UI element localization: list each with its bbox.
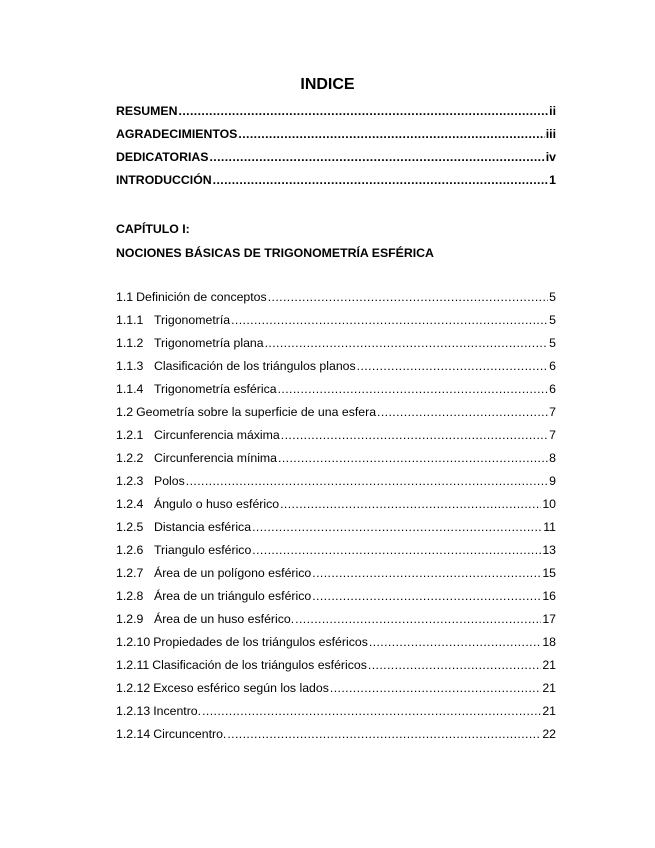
toc-entry-number: 1.1.3 bbox=[116, 359, 144, 373]
toc-entry[interactable] bbox=[116, 336, 556, 359]
toc-entry-label: Área de un triángulo esférico bbox=[154, 589, 312, 603]
toc-entry-number: 1.1.1 bbox=[116, 313, 144, 327]
toc-entry-label: Circuncentro. bbox=[153, 727, 227, 741]
dot-leader bbox=[278, 451, 548, 465]
toc-entry-page: 5 bbox=[549, 336, 556, 350]
toc-entry-page: 22 bbox=[542, 727, 556, 741]
toc-entry-number: 1.2.1 bbox=[116, 428, 144, 442]
dot-leader bbox=[369, 635, 541, 649]
toc-entry-page: 21 bbox=[542, 658, 556, 672]
toc-entry[interactable] bbox=[116, 150, 556, 173]
toc-entry-number: 1.2.4 bbox=[116, 497, 144, 511]
toc-entry[interactable] bbox=[116, 589, 556, 612]
dot-leader bbox=[265, 336, 549, 350]
toc-entry[interactable] bbox=[116, 497, 556, 520]
chapter-toc-list bbox=[116, 290, 556, 750]
toc-entry-label: Definición de conceptos bbox=[136, 290, 267, 304]
toc-entry-page: 1 bbox=[549, 173, 556, 187]
toc-entry-page: 18 bbox=[542, 635, 556, 649]
toc-entry[interactable] bbox=[116, 290, 556, 313]
toc-entry[interactable] bbox=[116, 727, 556, 750]
toc-entry-page: 6 bbox=[549, 359, 556, 373]
toc-entry-number: 1.2.11 bbox=[116, 658, 150, 672]
toc-entry[interactable] bbox=[116, 474, 556, 497]
toc-entry-number: 1.2.12 bbox=[116, 681, 151, 695]
toc-entry-number: 1.2.9 bbox=[116, 612, 144, 626]
toc-entry-page: 16 bbox=[542, 589, 556, 603]
toc-entry-page: 5 bbox=[549, 313, 556, 327]
toc-entry-label: Exceso esférico según los lados bbox=[153, 681, 329, 695]
dot-leader bbox=[278, 382, 549, 396]
toc-entry[interactable] bbox=[116, 612, 556, 635]
toc-entry[interactable] bbox=[116, 566, 556, 589]
toc-entry-page: 7 bbox=[549, 405, 556, 419]
toc-entry-page: 9 bbox=[549, 474, 556, 488]
chapter-label: CAPÍTULO I: bbox=[116, 222, 190, 236]
dot-leader bbox=[209, 150, 544, 164]
toc-entry-number: 1.2.14 bbox=[116, 727, 151, 741]
toc-entry[interactable] bbox=[116, 405, 556, 428]
dot-leader bbox=[231, 313, 548, 327]
toc-entry[interactable] bbox=[116, 127, 556, 150]
dot-leader bbox=[186, 474, 548, 488]
toc-entry-page: 7 bbox=[549, 428, 556, 442]
toc-entry-number: 1.2.5 bbox=[116, 520, 144, 534]
toc-entry-page: 6 bbox=[549, 382, 556, 396]
toc-entry-label: Propiedades de los triángulos esféricos bbox=[153, 635, 368, 649]
toc-entry-label: Circunferencia mínima bbox=[154, 451, 278, 465]
dot-leader bbox=[312, 566, 541, 580]
toc-entry-number: 1.2.10 bbox=[116, 635, 151, 649]
dot-leader bbox=[312, 589, 541, 603]
dot-leader bbox=[295, 612, 541, 626]
toc-entry[interactable] bbox=[116, 428, 556, 451]
toc-entry[interactable] bbox=[116, 635, 556, 658]
toc-entry-label: Clasificación de los triángulos planos bbox=[154, 359, 356, 373]
toc-entry[interactable] bbox=[116, 543, 556, 566]
toc-entry-page: 8 bbox=[549, 451, 556, 465]
toc-entry[interactable] bbox=[116, 520, 556, 543]
toc-entry-label: Polos bbox=[154, 474, 185, 488]
toc-entry-number: 1.2.13 bbox=[116, 704, 151, 718]
toc-entry-number: 1.2.2 bbox=[116, 451, 144, 465]
toc-entry[interactable] bbox=[116, 359, 556, 382]
dot-leader bbox=[330, 681, 541, 695]
toc-entry-label: Geometría sobre la superficie de una esfera bbox=[136, 405, 377, 419]
toc-entry-number: 1.2.8 bbox=[116, 589, 144, 603]
toc-entry-label: Trigonometría esférica bbox=[154, 382, 277, 396]
toc-entry-label: Triangulo esférico bbox=[154, 543, 252, 557]
toc-entry-number: 1.2.7 bbox=[116, 566, 144, 580]
toc-entry-page: 10 bbox=[542, 497, 556, 511]
toc-entry-number: 1.1.2 bbox=[116, 336, 144, 350]
toc-entry-label: Incentro. bbox=[153, 704, 202, 718]
dot-leader bbox=[281, 428, 548, 442]
toc-entry-label: Distancia esférica bbox=[154, 520, 252, 534]
toc-entry-label: AGRADECIMIENTOS bbox=[116, 127, 238, 141]
toc-entry-page: iii bbox=[545, 127, 556, 141]
dot-leader bbox=[227, 727, 541, 741]
toc-entry-label: Trigonometría plana bbox=[154, 336, 264, 350]
toc-entry-number: 1.2.3 bbox=[116, 474, 144, 488]
toc-entry[interactable] bbox=[116, 104, 556, 127]
dot-leader bbox=[179, 104, 549, 118]
dot-leader bbox=[238, 127, 544, 141]
toc-entry[interactable] bbox=[116, 681, 556, 704]
toc-entry-page: 21 bbox=[542, 704, 556, 718]
dot-leader bbox=[252, 543, 541, 557]
toc-entry[interactable] bbox=[116, 704, 556, 727]
toc-entry-label: INTRODUCCIÓN bbox=[116, 173, 212, 187]
toc-entry-page: 13 bbox=[542, 543, 556, 557]
toc-entry[interactable] bbox=[116, 658, 556, 681]
toc-entry[interactable] bbox=[116, 382, 556, 405]
toc-entry-label: Área de un huso esférico. bbox=[154, 612, 295, 626]
toc-entry-number: 1.1 bbox=[116, 290, 134, 304]
front-matter-list bbox=[116, 104, 556, 196]
dot-leader bbox=[213, 173, 549, 187]
toc-entry-page: 21 bbox=[542, 681, 556, 695]
toc-entry-number: 1.2 bbox=[116, 405, 134, 419]
toc-entry-page: 15 bbox=[542, 566, 556, 580]
dot-leader bbox=[268, 290, 548, 304]
toc-entry-number: 1.2.6 bbox=[116, 543, 144, 557]
dot-leader bbox=[280, 497, 541, 511]
toc-entry-label: DEDICATORIAS bbox=[116, 150, 209, 164]
toc-entry-label: Clasificación de los triángulos esféricos bbox=[152, 658, 367, 672]
toc-entry-page: iv bbox=[545, 150, 556, 164]
chapter-title: NOCIONES BÁSICAS DE TRIGONOMETRÍA ESFÉRICA bbox=[116, 246, 434, 260]
toc-entry-page: ii bbox=[549, 104, 556, 118]
toc-entry-page: 5 bbox=[549, 290, 556, 304]
dot-leader bbox=[202, 704, 541, 718]
toc-entry[interactable] bbox=[116, 451, 556, 474]
toc-entry-page: 17 bbox=[542, 612, 556, 626]
toc-entry-label: Ángulo o huso esférico bbox=[154, 497, 280, 511]
toc-entry-label: RESUMEN bbox=[116, 104, 178, 118]
dot-leader bbox=[252, 520, 542, 534]
dot-leader bbox=[357, 359, 549, 373]
toc-entry-label: Trigonometría bbox=[154, 313, 231, 327]
dot-leader bbox=[377, 405, 548, 419]
toc-entry[interactable] bbox=[116, 173, 556, 196]
toc-entry-page: 11 bbox=[543, 520, 556, 534]
toc-entry-label: Circunferencia máxima bbox=[154, 428, 280, 442]
toc-entry-number: 1.1.4 bbox=[116, 382, 144, 396]
dot-leader bbox=[368, 658, 541, 672]
toc-entry-label: Área de un polígono esférico bbox=[154, 566, 312, 580]
page-title: INDICE bbox=[300, 76, 355, 93]
toc-entry[interactable] bbox=[116, 313, 556, 336]
